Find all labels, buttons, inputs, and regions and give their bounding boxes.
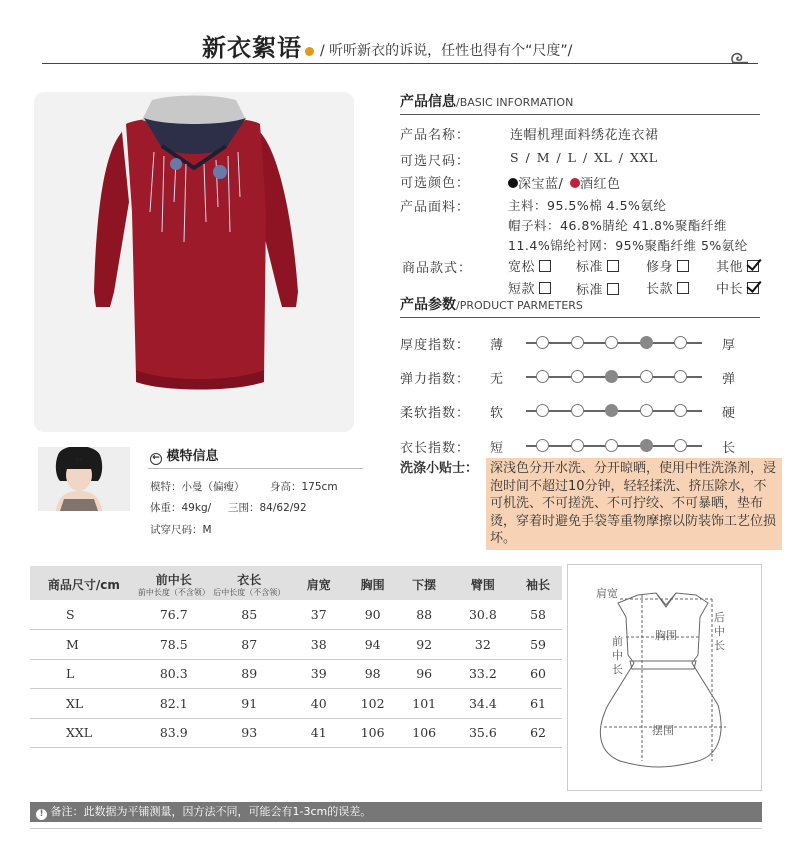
column-header: 衣长 后中长度（不含领）	[210, 566, 289, 600]
size-cell: XXL	[30, 718, 138, 748]
column-header: 胸围	[349, 566, 397, 600]
param-scale	[526, 439, 702, 453]
column-header: 袖长	[514, 566, 562, 600]
basic-info-title: 产品信息/BASIC INFORMATION	[400, 94, 574, 110]
measurement-cell: 106	[397, 718, 452, 748]
measurement-cell: 35.6	[452, 718, 514, 748]
checkbox	[539, 260, 551, 272]
model-photo	[38, 447, 130, 511]
measurement-cell: 34.4	[452, 689, 514, 719]
table-row	[30, 689, 562, 719]
param-min-label: 短	[490, 441, 505, 456]
page-subtitle: / 听听新衣的诉说，任性也得有个“尺度”/	[320, 43, 573, 59]
scale-node	[571, 439, 584, 452]
scale-node	[536, 404, 549, 417]
measurement-cell: 88	[397, 600, 452, 630]
scale-node	[640, 404, 653, 417]
model-info-title: ← 模特信息	[150, 445, 219, 465]
param-scale	[526, 404, 702, 418]
color-swatch-red	[570, 178, 580, 188]
sizes-value: S / M / L / XL / XXL	[510, 150, 658, 165]
measurement-cell: 83.9	[138, 718, 210, 748]
wash-tips-text: 深浅色分开水洗、分开晾晒，使用中性洗涤剂，浸泡时间不超过10分钟，轻轻揉洗、挤压除水，不可机洗、不可搓洗、不可拧绞、不可暴晒，垫布烫，穿着时避免手袋等重物摩擦以防装饰工艺位损坏。	[486, 458, 782, 550]
column-header: 臂围	[452, 566, 514, 600]
scale-node	[605, 439, 618, 452]
model-weight: 体重：49kg/	[150, 502, 212, 514]
scale-node	[571, 404, 584, 417]
diagram-label-shoulder: 肩宽	[596, 587, 618, 600]
checkbox	[607, 260, 619, 272]
measurement-cell: 37	[289, 600, 349, 630]
model-height: 身高：175cm	[270, 481, 338, 493]
measurement-cell: 30.8	[452, 600, 514, 630]
table-row	[30, 659, 562, 689]
param-min-label: 无	[490, 372, 505, 387]
column-header: 前中长 前中长度（不含领）	[138, 566, 210, 600]
params-title: 产品参数/PRODUCT PARMETERS	[400, 297, 583, 313]
measurement-cell: 59	[514, 630, 562, 660]
scale-node-selected	[605, 370, 618, 383]
diagram-label-chest: 胸围	[655, 629, 677, 642]
measurement-cell: 62	[514, 718, 562, 748]
swirl-icon	[730, 50, 750, 64]
checkbox-checked	[747, 282, 759, 294]
measurement-cell: 94	[349, 630, 397, 660]
style-label: 商品款式：	[402, 261, 473, 276]
param-max-label: 长	[722, 441, 737, 456]
colors-value	[508, 173, 621, 192]
measurement-cell: 40	[289, 689, 349, 719]
model-portrait-image	[38, 447, 130, 511]
fabric-line-2: 帽子料：46.8%腈纶 41.8%聚酯纤维	[508, 218, 727, 233]
color-name-navy: 深宝蓝/	[518, 177, 564, 192]
measurement-cell: 76.7	[138, 600, 210, 630]
measurement-cell: 101	[397, 689, 452, 719]
checkbox	[677, 282, 689, 294]
scale-node	[605, 336, 618, 349]
size-cell: XL	[30, 689, 138, 719]
measurement-cell: 96	[397, 659, 452, 689]
diagram-label-hem: 摆围	[652, 724, 674, 737]
basic-info-divider	[400, 114, 760, 115]
scale-node	[640, 370, 653, 383]
table-row	[30, 600, 562, 630]
size-table	[30, 566, 562, 748]
scale-node	[674, 370, 687, 383]
scale-node	[536, 370, 549, 383]
red-hooded-dress-image	[34, 92, 354, 432]
sizes-label: 可选尺码：	[400, 154, 471, 169]
scale-node	[674, 439, 687, 452]
scale-node	[536, 336, 549, 349]
style-option-standard: 标准	[576, 256, 619, 275]
measurement-cell: 91	[210, 689, 289, 719]
length-option-long: 长款	[646, 278, 689, 297]
measurement-cell: 93	[210, 718, 289, 748]
measurement-cell: 89	[210, 659, 289, 689]
fabric-line-1: 主料：95.5%棉 4.5%氨纶	[508, 198, 667, 213]
header-divider	[42, 63, 758, 64]
checkbox	[607, 283, 619, 295]
param-label: 弹力指数：	[400, 372, 471, 387]
measurement-cell: 85	[210, 600, 289, 630]
size-cell: M	[30, 630, 138, 660]
measurement-cell: 32	[452, 630, 514, 660]
measurement-cell: 87	[210, 630, 289, 660]
measurement-cell: 98	[349, 659, 397, 689]
param-max-label: 弹	[722, 372, 737, 387]
measurement-cell: 38	[289, 630, 349, 660]
size-table-header	[30, 566, 562, 600]
product-name-value: 连帽机理面料绣花连衣裙	[510, 128, 659, 143]
color-swatch-navy	[508, 178, 518, 188]
fabric-label: 产品面料：	[400, 200, 471, 215]
param-max-label: 厚	[722, 338, 737, 353]
scale-node	[571, 370, 584, 383]
measurement-cell: 41	[289, 718, 349, 748]
colors-label: 可选颜色：	[400, 176, 471, 191]
measurement-diagram	[567, 564, 762, 791]
measurement-cell: 61	[514, 689, 562, 719]
param-scale	[526, 336, 702, 350]
column-header: 商品尺寸/cm	[30, 566, 138, 600]
length-option-standard: 标准	[576, 279, 619, 298]
column-header: 下摆	[397, 566, 452, 600]
param-label: 衣长指数：	[400, 441, 471, 456]
diagram-label-back-length: 后中长	[714, 611, 725, 652]
diagram-label-front-length: 前中长	[612, 635, 623, 676]
model-size: 试穿尺码：M	[150, 524, 212, 536]
measurement-note: ! 备注：此数据为平铺测量，因方法不同，可能会有1-3cm的误差。	[30, 802, 762, 822]
scale-node-selected	[640, 336, 653, 349]
table-row	[30, 630, 562, 660]
scale-node	[571, 336, 584, 349]
color-name-red: 酒红色	[580, 177, 621, 192]
column-header: 肩宽	[289, 566, 349, 600]
checkbox	[539, 282, 551, 294]
measurement-cell: 102	[349, 689, 397, 719]
measurement-cell: 80.3	[138, 659, 210, 689]
style-option-loose: 宽松	[508, 256, 551, 275]
param-label: 柔软指数：	[400, 406, 471, 421]
params-divider	[400, 317, 760, 318]
product-name-label: 产品名称：	[400, 128, 471, 143]
measurement-cell: 60	[514, 659, 562, 689]
measurement-cell: 33.2	[452, 659, 514, 689]
param-label: 厚度指数：	[400, 338, 471, 353]
footer-divider	[30, 828, 762, 829]
measurement-cell: 39	[289, 659, 349, 689]
title-dot	[305, 47, 314, 56]
param-min-label: 软	[490, 406, 505, 421]
style-option-other: 其他	[716, 256, 759, 275]
scale-node-selected	[605, 404, 618, 417]
param-min-label: 薄	[490, 338, 505, 353]
table-row	[30, 718, 562, 748]
scale-node-selected	[640, 439, 653, 452]
measurement-cell: 90	[349, 600, 397, 630]
length-option-short: 短款	[508, 278, 551, 297]
param-scale	[526, 370, 702, 384]
style-option-slim: 修身	[646, 256, 689, 275]
measurement-cell: 106	[349, 718, 397, 748]
back-arrow-icon: ←	[150, 453, 162, 465]
size-cell: S	[30, 600, 138, 630]
model-divider	[148, 468, 363, 469]
wash-tips-label: 洗涤小贴士：	[400, 461, 479, 476]
scale-node	[674, 404, 687, 417]
scale-node	[536, 439, 549, 452]
measurement-cell: 92	[397, 630, 452, 660]
scale-node	[674, 336, 687, 349]
measurement-cell: 82.1	[138, 689, 210, 719]
length-option-mid-long: 中长	[716, 278, 759, 297]
info-icon: !	[36, 809, 47, 820]
model-measurements: 三围：84/62/92	[228, 502, 307, 514]
measurement-cell: 58	[514, 600, 562, 630]
checkbox-checked	[747, 260, 759, 272]
checkbox	[677, 260, 689, 272]
model-name: 模特：小曼（偏瘦）	[150, 481, 245, 493]
fabric-line-3: 11.4%锦纶衬网：95%聚酯纤维 5%氨纶	[508, 238, 748, 253]
product-photo	[34, 92, 354, 432]
param-max-label: 硬	[722, 406, 737, 421]
measurement-cell: 78.5	[138, 630, 210, 660]
size-cell: L	[30, 659, 138, 689]
page-title: 新衣絮语	[202, 34, 302, 62]
